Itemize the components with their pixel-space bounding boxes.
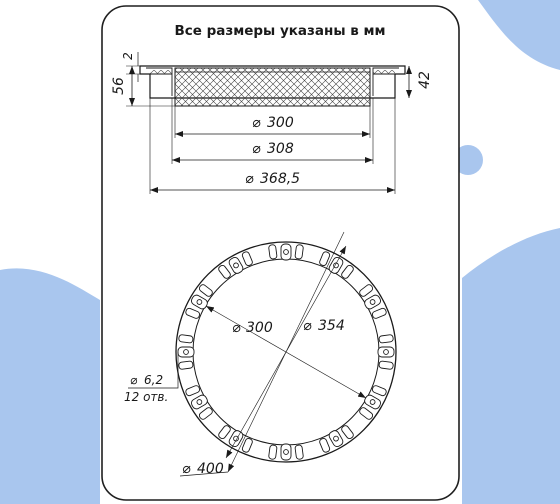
dim-d2-symbol: ⌀ [252,141,261,157]
plan-dim-mid: 354 [318,318,345,334]
dim-d2: 308 [267,141,294,157]
dim-d1: 300 [267,115,294,131]
plan-hole-count: 12 отв. [124,390,169,404]
plan-dim-outer: 400 [197,461,224,477]
plan-dim-outer-symbol: ⌀ [182,461,191,477]
blob-right-bottom [462,228,560,504]
section-rim-hatch-right [373,70,395,74]
blob-right-top [478,0,560,70]
plan-hole-size: 6,2 [144,373,164,387]
dim-d3: 368,5 [260,171,301,187]
plan-hole [378,347,394,357]
dim-height-right: 42 [417,71,433,89]
dim-d3-symbol: ⌀ [245,171,254,187]
plan-hole [281,444,291,460]
plan-hole [281,244,291,260]
dim-d1-symbol: ⌀ [252,115,261,131]
dim-top-gap: 2 [121,52,135,60]
section-grating [175,68,370,106]
title: Все размеры указаны в мм [174,23,386,39]
blob-left [0,268,100,504]
plan-dim-inner: 300 [246,320,273,336]
plan-dim-mid-symbol: ⌀ [303,318,312,334]
section-rim-hatch-left [150,70,172,74]
plan-hole [178,347,194,357]
plan-dim-inner-symbol: ⌀ [232,320,241,336]
plan-hole-symbol: ⌀ [130,373,138,387]
dim-height-left: 56 [111,77,127,95]
